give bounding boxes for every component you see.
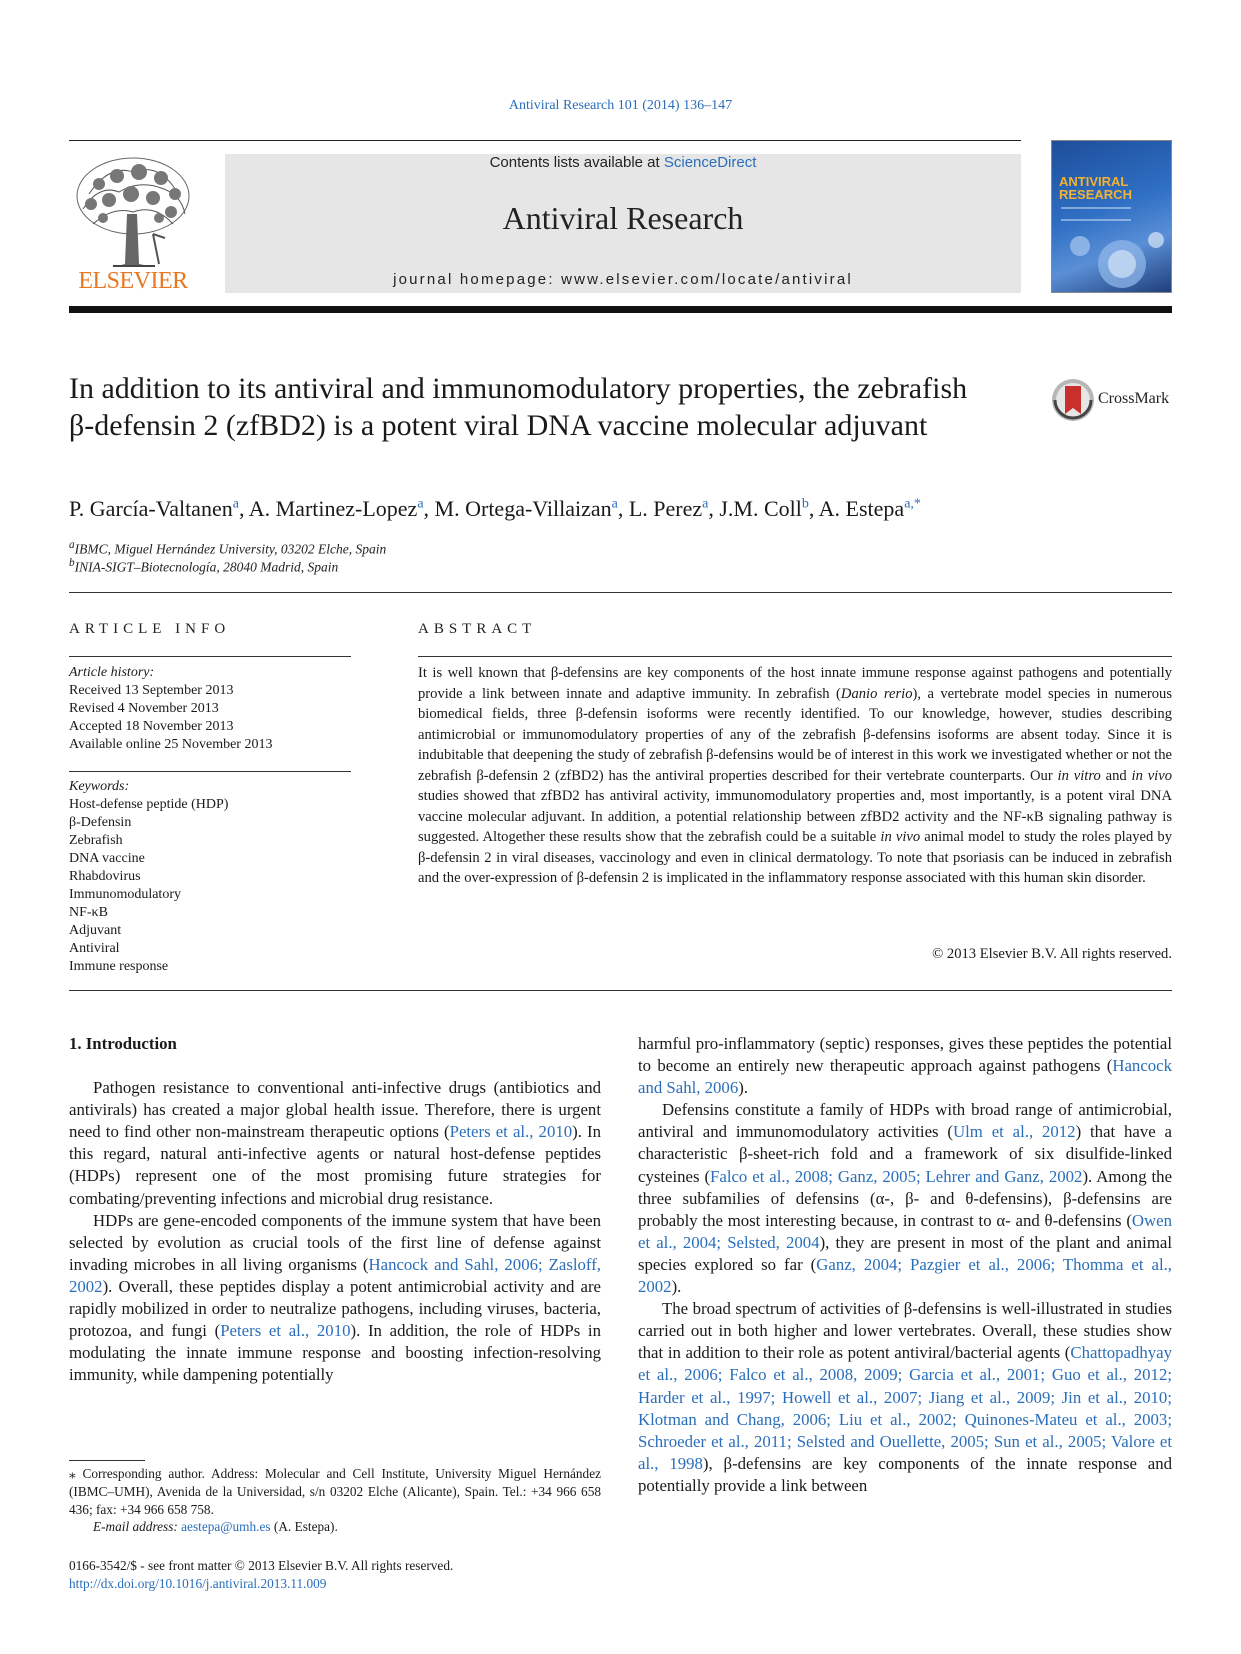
- affiliation-a: [69, 539, 386, 558]
- cover-title: ANTIVIRAL RESEARCH: [1059, 174, 1132, 202]
- abstract-copyright: © 2013 Elsevier B.V. All rights reserved.: [932, 946, 1172, 962]
- history-online: Available online 25 November 2013: [69, 737, 273, 752]
- citation-link[interactable]: Hancock and Sahl, 2006; Zasloff, 2002: [69, 1254, 601, 1296]
- journal-citation[interactable]: Antiviral Research 101 (2014) 136–147: [508, 98, 733, 113]
- affiliation-marker: a: [69, 539, 75, 551]
- paragraph: [638, 1099, 1172, 1298]
- author: J.M. Coll$^b$,: [719, 496, 819, 521]
- email-label: E-mail address:: [93, 1519, 182, 1534]
- paragraph: [69, 1210, 601, 1387]
- paragraph: [638, 1033, 1172, 1099]
- introduction-heading: 1. Introduction: [69, 1034, 177, 1053]
- corresponding-author-footnote: ⁎ Corresponding author. Address: Molecular and Cell Institute, University Miguel Hernández (IBMC–UMH), Avenida de la Universidad, s/n 03202 Elche (Alicante), Spain. Tel.: +34 966 658 436; fax: +34 966 658 758.: [69, 1466, 601, 1517]
- text: ). Overall, these peptides display a potent antimicrobial activity and are rapidly mobilized in order to neutralize pathogens, including viruses, bacteria, protozoa, and fungi (: [69, 1276, 601, 1341]
- abstract-part: and: [1100, 767, 1132, 784]
- journal-cover-image: [1051, 140, 1172, 293]
- keyword: β-Defensin: [69, 815, 132, 830]
- header-top-rule: [69, 140, 1021, 141]
- text: ).: [738, 1078, 749, 1098]
- abstract-italic: in vitro: [1057, 767, 1101, 784]
- abstract-text: [418, 663, 1172, 889]
- affiliation-rule: [69, 592, 1172, 593]
- author: L. Perez$^a$,: [628, 496, 720, 521]
- email-line: [69, 1519, 601, 1535]
- author-name: M. Ortega-Villaizan: [434, 496, 612, 521]
- keyword: Adjuvant: [69, 923, 122, 938]
- keywords-list: [69, 778, 351, 976]
- abstract-part: animal model to study the roles played by β-defensin 2 in viral diseases, vaccinology and even in clinical dermatology. To note that psoriasis can be induced in zebrafish and the over-expression of β-defensin 2 is implicated in the inflammatory response associated with this human skin disorder.: [418, 829, 1172, 886]
- keyword: Host-defense peptide (HDP): [69, 797, 229, 812]
- article-history: [69, 664, 351, 754]
- text: Pathogen resistance to conventional anti-infective drugs (antibiotics and antivirals) has created a major global health issue. Therefore, there is urgent need to find other non-mainstream therapeutic options (: [69, 1078, 601, 1142]
- affiliation-marker: b: [69, 557, 75, 569]
- keyword: Zebrafish: [69, 833, 123, 848]
- text: ). In this regard, natural anti-infective agents or natural host-defense peptides (HDPs) represent one of the most promising future strategies for combating/preventing infections and microbial drug resistance.: [69, 1122, 601, 1208]
- cover-virus-illustration: [1052, 226, 1172, 293]
- author: M. Ortega-Villaizan$^a$,: [434, 496, 629, 521]
- affiliation-text: INIA-SIGT–Biotecnología, 28040 Madrid, Spain: [74, 559, 339, 575]
- citation-link[interactable]: Ganz, 2004; Pazgier et al., 2006; Thomma et al., 2002: [638, 1254, 1172, 1297]
- doi-link[interactable]: http://dx.doi.org/10.1016/j.antiviral.2013.11.009: [69, 1576, 327, 1591]
- author-list: [69, 496, 1172, 522]
- abstract-italic: in vivo: [1131, 767, 1173, 784]
- body-left-column: [69, 1033, 601, 1386]
- affiliation-text: IBMC, Miguel Hernández University, 03202 Elche, Spain: [74, 541, 387, 557]
- keywords-label: Keywords:: [69, 779, 130, 794]
- history-received: Received 13 September 2013: [69, 683, 234, 698]
- citation-link[interactable]: Falco et al., 2008; Ganz, 2005; Lehrer and Ganz, 2002: [710, 1166, 1083, 1186]
- journal-name: Antiviral Research: [502, 200, 744, 236]
- abstract-part: ), a vertebrate model species in numerous biomedical fields, three β-defensin isoforms were recently identified. To our knowledge, however, studies describing antimicrobial or immunomodulatory properties of any of the zebrafish β-defensins isoforms are absent today. Since it is indubitable that deepening the study of zebrafish β-defensins would be of interest in this work we investigated whether or not the zebrafish β-defensin 2 (zfBD2) has the antiviral properties described for their vertebrate counterparts. Our: [418, 685, 1172, 784]
- keyword: Rhabdovirus: [69, 869, 141, 884]
- author-name: J.M. Coll: [719, 496, 802, 521]
- history-accepted: Accepted 18 November 2013: [69, 719, 234, 734]
- citation-link[interactable]: Owen et al., 2004; Selsted, 2004: [638, 1210, 1172, 1252]
- text: Defensins constitute a family of HDPs with broad range of antimicrobial, antiviral and immunomodulatory activities (: [638, 1100, 1172, 1142]
- paragraph: [638, 1298, 1172, 1497]
- text: HDPs are gene-encoded components of the immune system that have been selected by evolution as crucial tools of the first line of defense against invading microbes in all living organisms (: [69, 1210, 601, 1274]
- citation-link[interactable]: Hancock and Sahl, 2006: [638, 1056, 1172, 1098]
- author-affil-link[interactable]: a: [702, 496, 709, 512]
- keyword: Immune response: [69, 959, 169, 974]
- keywords-rule: [69, 771, 351, 772]
- journal-homepage[interactable]: journal homepage: www.elsevier.com/locate/antiviral: [393, 271, 853, 288]
- crossmark-icon: [1051, 378, 1095, 422]
- paragraph: [69, 1077, 601, 1210]
- author-name: L. Perez: [628, 496, 703, 521]
- crossmark-badge[interactable]: [1051, 378, 1181, 422]
- journal-banner: [225, 154, 1021, 293]
- keyword: DNA vaccine: [69, 851, 145, 866]
- author-affil-link[interactable]: a: [611, 496, 618, 512]
- keyword: NF-κB: [69, 905, 108, 920]
- text: ). Among the three subfamilies of defensins (α-, β- and θ-defensins), β-defensins are probably the most interesting because, in contrast to α- and θ-defensins (: [638, 1166, 1173, 1230]
- author: P. García-Valtanen$^a$,: [69, 496, 249, 521]
- abstract-species: Danio rerio: [840, 685, 913, 702]
- email-link[interactable]: aestepa@umh.es: [181, 1519, 271, 1534]
- keyword: Antiviral: [69, 941, 120, 956]
- email-suffix: (A. Estepa).: [270, 1519, 338, 1534]
- history-revised: Revised 4 November 2013: [69, 701, 219, 716]
- author: A. Martinez-Lopez$^a$,: [248, 496, 435, 521]
- abstract-part: It is well known that β-defensins are key components of the host innate immune response against pathogens and potentially provide a link between innate and adaptive immunity. In zebrafish (: [418, 665, 1172, 702]
- contents-line: [225, 154, 1021, 171]
- author-affil-link[interactable]: b: [801, 496, 809, 512]
- article-info-rule: [69, 656, 351, 657]
- header-thick-rule: [69, 306, 1172, 313]
- crossmark-label: CrossMark: [1098, 390, 1170, 407]
- author-affil-link[interactable]: a: [417, 496, 424, 512]
- citation-link[interactable]: Peters et al., 2010: [220, 1321, 351, 1341]
- abstract-italic: in vivo: [880, 829, 921, 845]
- abstract-heading: ABSTRACT: [418, 621, 537, 637]
- sciencedirect-link[interactable]: ScienceDirect: [663, 154, 757, 171]
- author-name: A. Estepa: [818, 496, 905, 521]
- front-matter-rule: [69, 990, 1172, 991]
- abstract-part: studies showed that zfBD2 has antiviral activity, immunomodulatory properties and, most importantly, is a potent viral DNA vaccine molecular adjuvant. In addition, a potential relationship between zfBD2 activity and the NF-κB signaling pathway is suggested. Altogether these results show that the zebrafish could be a suitable: [418, 788, 1172, 845]
- contents-prefix: Contents lists available at: [489, 154, 664, 171]
- article-title: In addition to its antiviral and immunomodulatory properties, the zebrafish β-defensin 2 (zfBD2) is a potent viral DNA vaccine molecular adjuvant: [69, 372, 968, 442]
- author-affil-link[interactable]: a,*: [904, 496, 921, 512]
- elsevier-wordmark: ELSEVIER: [78, 268, 188, 294]
- author-name: P. García-Valtanen: [69, 496, 233, 521]
- citation-link[interactable]: Ulm et al., 2012: [953, 1122, 1076, 1142]
- history-label: Article history:: [69, 665, 155, 680]
- text: harmful pro-inflammatory (septic) responses, gives these peptides the potential to become an entirely new therapeutic approach against pathogens (: [638, 1034, 1172, 1076]
- article-info-heading: ARTICLE INFO: [69, 621, 231, 637]
- footnote-rule: [69, 1460, 145, 1461]
- citation-link[interactable]: Chattopadhyay et al., 2006; Falco et al., 2008, 2009; Garcia et al., 2001; Guo et al., 2012; Harder et al., 1997; Howell et al., 2007; Jiang et al., 2009; Jin et al., 2010; Klotman and Chang, 2006; Liu et al., 2002; Quinones-Mateu et al., 2003; Schroeder et al., 2011; Selsted and Ouellette, 2005; Sun et al., 2005; Valore et al., 1998: [638, 1343, 1172, 1473]
- author-name: A. Martinez-Lopez: [248, 496, 418, 521]
- author-affil-link[interactable]: a: [232, 496, 239, 512]
- issn-line: 0166-3542/$ - see front matter © 2013 Elsevier B.V. All rights reserved.: [69, 1558, 454, 1573]
- text: The broad spectrum of activities of β-defensins is well-illustrated in studies carried out in both higher and lower vertebrates. Overall, these studies show that in addition to their role as potent antiviral/bacterial agents (: [638, 1299, 1172, 1363]
- keyword: Immunomodulatory: [69, 887, 181, 902]
- author: [819, 496, 921, 521]
- affiliation-b: [69, 557, 338, 576]
- text: ) that have a characteristic β-sheet-rich fold and a framework of six disulfide-linked cysteines (: [638, 1122, 1172, 1186]
- citation-link[interactable]: Peters et al., 2010: [449, 1122, 573, 1142]
- abstract-rule: [418, 656, 1172, 657]
- text: ), β-defensins are key components of the innate response and potentially provide a link between: [638, 1453, 1172, 1495]
- body-right-column: [638, 1033, 1172, 1497]
- text: ), they are present in most of the plant and animal species explored so far (: [638, 1232, 1172, 1274]
- text: ). In addition, the role of HDPs in modulating the innate immune response and boosting infection-resolving immunity, while dampening potentially: [69, 1321, 601, 1385]
- text: ).: [671, 1277, 682, 1297]
- cover-decoration: [1061, 207, 1131, 221]
